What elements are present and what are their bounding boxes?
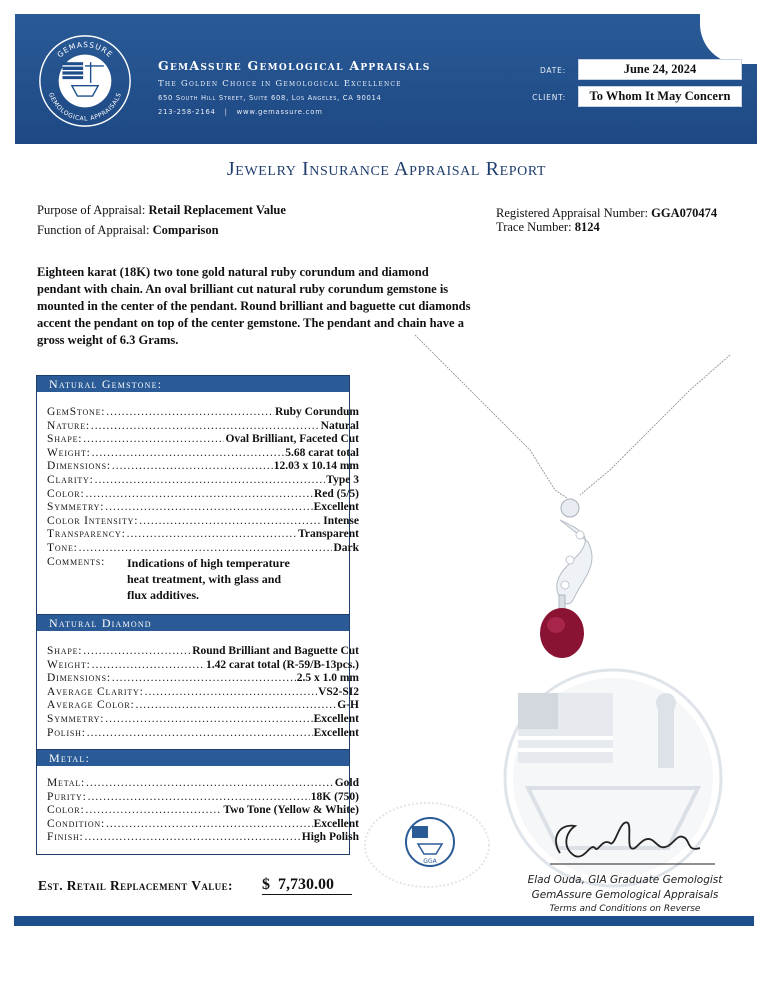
gemstone-spec-value: Red (5/5) — [313, 487, 359, 500]
gemstone-spec-row — [47, 474, 359, 487]
dot-leader — [87, 727, 313, 740]
dot-leader — [85, 488, 313, 501]
gemstone-spec-value: 5.68 carat total — [285, 446, 359, 459]
gemstone-spec-row — [47, 542, 359, 555]
contact-separator: | — [224, 108, 228, 116]
metal-spec-label: Purity: — [47, 790, 87, 803]
gemstone-spec-label: Transparency: — [47, 528, 126, 541]
metal-spec-row — [47, 804, 359, 817]
reg-value: GGA070474 — [651, 206, 718, 220]
diamond-spec-label: Shape: — [47, 645, 83, 657]
purpose-label: Purpose of Appraisal: — [37, 203, 146, 217]
function-value: Comparison — [152, 223, 219, 237]
est-retail-value-amount — [262, 876, 352, 895]
dot-leader — [88, 791, 310, 804]
signer-company: GemAssure Gemological Appraisals — [531, 889, 719, 901]
company-phone: 213-258-2164 — [158, 108, 216, 116]
client-label: CLIENT: — [532, 93, 566, 102]
date-value: June 24, 2024 — [578, 59, 742, 80]
diamond-spec-row — [47, 699, 359, 712]
dot-leader — [105, 713, 312, 726]
gemstone-spec-row — [47, 447, 359, 460]
dot-leader — [92, 659, 205, 672]
dot-leader — [105, 501, 312, 514]
metal-spec-label: Condition: — [47, 817, 105, 830]
date-label: DATE: — [539, 66, 566, 75]
trace-number — [496, 220, 600, 235]
function-of-appraisal — [37, 223, 219, 238]
dot-leader — [92, 447, 285, 460]
metal-spec-value: Gold — [334, 777, 359, 789]
dot-leader — [112, 460, 273, 473]
diamond-spec-value: Excellent — [313, 713, 359, 725]
gemstone-spec-label: Symmetry: — [47, 501, 105, 514]
gemstone-box-title: Natural Gemstone: — [37, 376, 349, 392]
signer-name: Elad Ouda, GIA Graduate Gemologist — [527, 874, 723, 886]
diamond-spec-row — [47, 727, 359, 740]
metal-spec-label: Metal: — [47, 777, 86, 789]
natural-diamond-box — [36, 614, 359, 752]
diamond-spec-value: Excellent — [313, 726, 359, 739]
gemstone-spec-value: Ruby Corundum — [274, 406, 359, 418]
gemstone-spec-label: Weight: — [47, 446, 91, 459]
diamond-spec-label: Weight: — [47, 658, 91, 671]
gemstone-spec-row — [47, 406, 359, 419]
comments-label-row — [47, 556, 127, 569]
gemstone-spec-row — [47, 488, 359, 501]
dot-leader — [86, 777, 334, 790]
metal-spec-value: Two Tone (Yellow & White) — [223, 804, 359, 817]
dot-leader — [79, 542, 333, 555]
signature-script — [540, 808, 720, 872]
metal-box — [36, 749, 359, 855]
metal-spec-row — [47, 818, 359, 831]
gemstone-spec-label: GemStone: — [47, 406, 106, 418]
comments-line: Indications of high temperature — [127, 556, 290, 570]
est-retail-value-label: Est. Retail Replacement Value: — [38, 878, 233, 893]
gemstone-spec-value: Type 3 — [326, 474, 359, 486]
gemstone-spec-value: Transparent — [298, 528, 359, 541]
dot-leader — [112, 672, 296, 685]
gemstone-spec-label: Clarity: — [47, 474, 94, 486]
terms-note: Terms and Conditions on Reverse — [549, 904, 701, 914]
company-contact — [158, 108, 323, 116]
company-name: GemAssure Gemological Appraisals — [158, 58, 431, 73]
dot-leader — [85, 831, 301, 844]
report-title: Jewelry Insurance Appraisal Report — [226, 158, 547, 180]
value-currency: $ — [262, 876, 270, 893]
logo-text-bottom: GEMOLOGICAL APPRAISALS — [46, 91, 124, 123]
company-tagline: The Golden Choice in Gemological Excellence — [158, 79, 402, 89]
gemstone-spec-row — [47, 420, 359, 433]
gemstone-spec-row — [47, 528, 359, 541]
diamond-spec-row — [47, 686, 359, 699]
metal-spec-row — [47, 791, 359, 804]
gemstone-spec-label: Dimensions: — [47, 460, 111, 473]
diamond-spec-label: Symmetry: — [47, 713, 105, 725]
gemstone-spec-value: Natural — [320, 419, 359, 432]
dot-leader — [83, 433, 224, 446]
dot-leader — [106, 406, 274, 419]
gemstone-spec-value: 12.03 x 10.14 mm — [273, 460, 359, 473]
metal-spec-row — [47, 831, 359, 844]
reg-label: Registered Appraisal Number: — [496, 206, 649, 220]
diamond-spec-value: G-H — [337, 699, 359, 712]
gemstone-spec-value: Oval Brilliant, Faceted Cut — [225, 433, 359, 446]
gemstone-spec-value: Excellent — [313, 501, 359, 514]
diamond-spec-row — [47, 659, 359, 672]
trace-value: 8124 — [574, 220, 600, 234]
diamond-spec-label: Average Color: — [47, 699, 135, 712]
company-website: www.gemassure.com — [236, 108, 323, 116]
comments-label: Comments: — [47, 556, 106, 568]
pendant-photo — [410, 330, 740, 660]
gemstone-spec-label: Shape: — [47, 433, 83, 446]
metal-spec-row — [47, 777, 359, 790]
gemstone-spec-label: Tone: — [47, 542, 78, 554]
dot-leader — [83, 645, 191, 658]
metal-spec-value: Excellent — [313, 817, 359, 830]
purpose-of-appraisal — [37, 203, 286, 218]
logo-text-top: GEMASSURE — [55, 40, 115, 60]
function-label: Function of Appraisal: — [37, 223, 150, 237]
registered-appraisal-number — [496, 206, 717, 221]
value-number: 7,730.00 — [278, 876, 334, 893]
gemstone-spec-value: Intense — [323, 514, 359, 527]
diamond-spec-row — [47, 713, 359, 726]
diamond-spec-label: Dimensions: — [47, 672, 111, 685]
comments-value — [127, 555, 290, 603]
item-description: Eighteen karat (18K) two tone gold natural ruby corundum and diamond pendant with chain. An oval brilliant cut natural ruby corundum gemstone is mounted in the center of the pendant. Round brilliant and baguette cut diamonds accent the pendant on top of the center gemstone. The pendant and chain have a gross weight of 6.3 Grams. — [37, 265, 471, 347]
dot-leader — [127, 528, 298, 541]
dot-leader — [91, 420, 320, 433]
gemstone-spec-row — [47, 515, 359, 528]
gemstone-spec-row — [47, 501, 359, 514]
purpose-value: Retail Replacement Value — [148, 203, 286, 217]
dot-leader — [135, 699, 336, 712]
diamond-spec-value: 2.5 x 1.0 mm — [296, 672, 359, 685]
diamond-spec-value: 1.42 carat total (R-59/B-13pcs.) — [206, 658, 359, 671]
diamond-spec-value: VS2-SI2 — [318, 685, 359, 698]
company-address: 650 South Hill Street, Suite 608, Los Angeles, CA 90014 — [158, 94, 382, 102]
footer-bar — [14, 916, 754, 926]
comments-line: flux additives. — [127, 588, 200, 602]
gemstone-spec-row — [47, 433, 359, 446]
natural-gemstone-box — [36, 375, 359, 620]
dot-leader — [85, 804, 222, 817]
dot-leader — [106, 818, 313, 831]
diamond-spec-label: Polish: — [47, 726, 86, 739]
client-value: To Whom It May Concern — [578, 86, 742, 107]
diamond-spec-value: Round Brilliant and Baguette Cut — [192, 645, 359, 657]
metal-box-title: Metal: — [37, 750, 349, 766]
metal-spec-value: 18K (750) — [310, 790, 359, 803]
diamond-spec-row — [47, 672, 359, 685]
metal-spec-value: High Polish — [301, 831, 359, 844]
gemstone-spec-label: Color Intensity: — [47, 514, 139, 527]
trace-label: Trace Number: — [496, 220, 572, 234]
gemstone-spec-label: Color: — [47, 487, 85, 500]
gemstone-spec-label: Nature: — [47, 419, 90, 432]
gga-seal — [362, 800, 492, 890]
dot-leader — [139, 515, 322, 528]
gemstone-spec-value: Dark — [333, 542, 359, 554]
dot-leader — [95, 474, 326, 487]
seal-text: GGA — [423, 858, 437, 865]
metal-spec-label: Color: — [47, 804, 85, 817]
dot-leader — [145, 686, 317, 699]
diamond-spec-label: Average Clarity: — [47, 685, 144, 698]
diamond-spec-row — [47, 645, 359, 658]
gemstone-spec-row — [47, 460, 359, 473]
diamond-box-title: Natural Diamond — [37, 615, 349, 631]
metal-spec-label: Finish: — [47, 831, 84, 844]
gemassure-logo — [38, 34, 132, 128]
comments-line: heat treatment, with glass and — [127, 572, 282, 586]
